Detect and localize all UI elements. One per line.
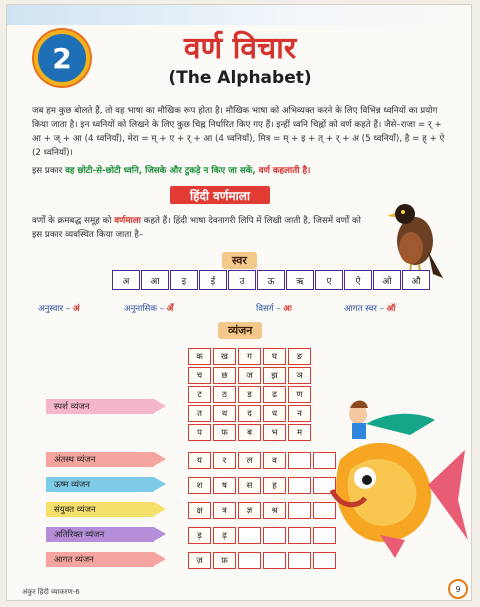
sparsh-vyanjan-label: स्पर्श व्यंजन bbox=[46, 399, 154, 414]
modifier-symbol: ऑ bbox=[386, 304, 396, 314]
definition-prefix: इस प्रकार bbox=[32, 166, 66, 176]
sparsh-letter: ञ bbox=[288, 367, 311, 384]
sparsh-grid bbox=[188, 348, 311, 441]
swar-letter: ऐ bbox=[344, 270, 372, 290]
vyanjan-letter: र bbox=[213, 452, 236, 469]
sparsh-letter: द bbox=[238, 405, 261, 422]
sparsh-letter: प bbox=[188, 424, 211, 441]
swar-letter: ई bbox=[199, 270, 227, 290]
swar-letter: ऊ bbox=[257, 270, 285, 290]
swar-letter: ऋ bbox=[286, 270, 314, 290]
vyanjan-letter: ज्ञ bbox=[238, 502, 261, 519]
sparsh-letter: ण bbox=[288, 386, 311, 403]
empty-cell bbox=[263, 527, 286, 544]
vyanjan-letter: श्र bbox=[263, 502, 286, 519]
sparsh-letter: ङ bbox=[288, 348, 311, 365]
varnamala-highlight: वर्णमाला bbox=[114, 216, 141, 226]
sparsh-letter: ड bbox=[238, 386, 261, 403]
empty-cell bbox=[288, 527, 311, 544]
empty-cell bbox=[288, 552, 311, 569]
sparsh-letter: च bbox=[188, 367, 211, 384]
vyanjan-group-label: ऊष्म व्यंजन bbox=[46, 477, 154, 492]
definition-green-text: वह छोटी-से-छोटी ध्वनि, जिसके और टुकड़े न किए जा सकें, bbox=[65, 166, 256, 176]
vyanjan-letter: ड़ bbox=[188, 527, 211, 544]
vyanjan-group-label: संयुक्त व्यंजन bbox=[46, 502, 154, 517]
vyanjan-letter: त्र bbox=[213, 502, 236, 519]
modifier-label: अनुनासिक – bbox=[124, 304, 167, 314]
empty-cell bbox=[263, 552, 286, 569]
sparsh-letter: भ bbox=[263, 424, 286, 441]
sparsh-letter: न bbox=[288, 405, 311, 422]
sparsh-letter: ध bbox=[263, 405, 286, 422]
modifier-label: अनुस्वार – bbox=[38, 304, 73, 314]
sparsh-letter: ख bbox=[213, 348, 236, 365]
empty-cell bbox=[238, 552, 261, 569]
modifier-item bbox=[38, 302, 80, 314]
definition-red-text: वर्ण कहलाती है। bbox=[255, 166, 311, 176]
sparsh-letter: फ bbox=[213, 424, 236, 441]
swar-letter: उ bbox=[228, 270, 256, 290]
varnamala-paragraph bbox=[32, 214, 372, 242]
modifier-item bbox=[256, 302, 292, 314]
sparsh-letter: त bbox=[188, 405, 211, 422]
sparsh-letter: क bbox=[188, 348, 211, 365]
sparsh-letter: ठ bbox=[213, 386, 236, 403]
footer-book-title: अंकुर हिंदी व्याकरण-6 bbox=[22, 588, 80, 596]
modifier-label: आगत स्वर – bbox=[344, 304, 387, 314]
sparsh-letter: ग bbox=[238, 348, 261, 365]
modifier-symbol: अँ bbox=[166, 304, 174, 314]
sparsh-letter: ट bbox=[188, 386, 211, 403]
swar-letter: आ bbox=[141, 270, 169, 290]
empty-cell bbox=[288, 502, 311, 519]
empty-cell bbox=[288, 452, 311, 469]
swar-letter: इ bbox=[170, 270, 198, 290]
fish-with-boy-illustration bbox=[310, 390, 470, 560]
swar-heading: स्वर bbox=[222, 252, 257, 269]
sparsh-letter: छ bbox=[213, 367, 236, 384]
chapter-title-english: (The Alphabet) bbox=[168, 68, 312, 88]
empty-cell bbox=[238, 527, 261, 544]
vyanjan-letter: व bbox=[263, 452, 286, 469]
varnamala-text-after: कहते हैं। हिंदी भाषा देवनागरी लिपि में लिखी जाती है, जिसमें वर्णों को इस प्रकार व्यवस्थित किया जाता है– bbox=[32, 216, 361, 240]
modifier-item bbox=[124, 302, 173, 314]
swar-letter: ए bbox=[315, 270, 343, 290]
vyanjan-letter: क्ष bbox=[188, 502, 211, 519]
vyanjan-group-label: अंतस्थ व्यंजन bbox=[46, 452, 154, 467]
top-color-band bbox=[7, 5, 471, 25]
intro-paragraph: जब हम कुछ बोलते हैं, तो वह भाषा का मौखिक रूप होता है। मौखिक भाषा को अभिव्यक्त करने के लिए विभिन्न ध्वनियों का प्रयोग किया जाता है। इन ध्वनियों को लिखने के लिए कुछ चिह्न निर्धारित किए गए हैं। इन्हीं ध्वनि चिह्नों को वर्ण कहते हैं। जैसे–राजा = र् + आ + ज् + आ (4 ध्वनियाँ), मेरा = म् + ए + र् + आ (4 ध्वनियाँ), मित्र = म् + इ + त् + र् + अ (5 ध्वनियाँ), है = ह् + ऐ (2 ध्वनियाँ)। bbox=[32, 106, 445, 158]
chapter-number-badge: 2 bbox=[34, 30, 90, 86]
chapter-title-hindi: वर्ण विचार bbox=[183, 31, 297, 66]
swar-letter: औ bbox=[402, 270, 430, 290]
vyanjan-letter: फ़ bbox=[213, 552, 236, 569]
sparsh-letter: ज bbox=[238, 367, 261, 384]
definition-paragraph bbox=[32, 164, 448, 178]
vyanjan-heading: व्यंजन bbox=[218, 322, 262, 339]
vyanjan-letter: ह bbox=[263, 477, 286, 494]
varnamala-text-before: वर्णों के क्रमबद्ध समूह को bbox=[32, 216, 115, 226]
modifier-symbol: अं bbox=[72, 304, 80, 314]
sparsh-letter: म bbox=[288, 424, 311, 441]
swar-letter: अ bbox=[112, 270, 140, 290]
vyanjan-letter: ष bbox=[213, 477, 236, 494]
modifier-symbol: अः bbox=[283, 304, 292, 314]
sparsh-letter: घ bbox=[263, 348, 286, 365]
swar-row bbox=[112, 270, 431, 290]
vyanjan-letter: ढ़ bbox=[213, 527, 236, 544]
sparsh-letter: झ bbox=[263, 367, 286, 384]
sparsh-letter: ढ bbox=[263, 386, 286, 403]
vyanjan-group-label: अतिरिक्त व्यंजन bbox=[46, 527, 154, 542]
empty-cell bbox=[288, 477, 311, 494]
vyanjan-letter: य bbox=[188, 452, 211, 469]
swar-letter: ओ bbox=[373, 270, 401, 290]
modifier-item bbox=[344, 302, 395, 314]
vyanjan-letter: स bbox=[238, 477, 261, 494]
vyanjan-letter: श bbox=[188, 477, 211, 494]
page-number: 9 bbox=[448, 579, 468, 599]
modifier-label: विसर्ग – bbox=[256, 304, 284, 314]
sparsh-letter: ब bbox=[238, 424, 261, 441]
sparsh-letter: थ bbox=[213, 405, 236, 422]
vyanjan-letter: ल bbox=[238, 452, 261, 469]
vyanjan-group-label: आगत व्यंजन bbox=[46, 552, 154, 567]
section-heading-chip: हिंदी वर्णमाला bbox=[170, 186, 270, 204]
vyanjan-letter: ज़ bbox=[188, 552, 211, 569]
